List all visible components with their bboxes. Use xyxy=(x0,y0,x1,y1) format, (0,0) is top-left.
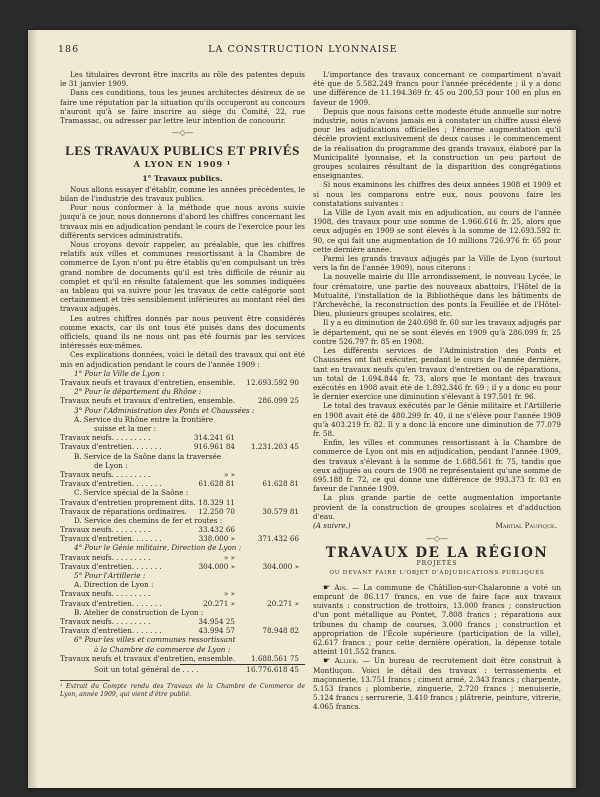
works-table xyxy=(60,369,305,663)
region-entry xyxy=(313,583,561,657)
table-row-subtotal: 916.961 84 xyxy=(193,442,235,452)
table-row-subtotal: 33.432 66 xyxy=(198,525,235,535)
table-row-label: Travaux neufs. . . . . . . . . xyxy=(60,552,151,562)
footnote-rule xyxy=(60,680,110,681)
body-paragraph: La nouvelle mairie du IIIe arrondissement, le nouveau Lycée, le four crématoire, une partie des nouveaux abattoirs, l'Hôtel de la Mutualité, l'installation de la Bibliothèque dans les bâtiments de l'Archevêché, la reconstruction des ponts la Feuillée et de l'Hôtel-Dieu, plusieurs groupes scolaires, etc. xyxy=(313,272,561,319)
table-row xyxy=(60,452,305,461)
page-number: 186 xyxy=(58,44,80,55)
body-paragraph: Les différents services de l'Administration des Ponts et Chaussées ont fait exécuter, pendant le cours de l'année dernière, tant en travaux neufs qu'en travaux d'entretien ou de réparations, un total de 1.694.844 fr. 73, alors que le montant des travaux exécutés en 1908 avait été de 1.892.346 fr. 69 ; il y a donc eu pour le dernier exercice une diminution s'élevant à 197.501 fr. 96. xyxy=(313,346,561,402)
table-row xyxy=(60,488,305,497)
table-row xyxy=(60,571,305,580)
table-row-subtotal: 43.994 57 xyxy=(198,626,235,636)
total-value: 16.776.618 45 xyxy=(246,664,299,674)
table-row xyxy=(60,378,305,387)
table-row-subtotal: » » xyxy=(223,552,235,562)
table-row xyxy=(60,589,305,598)
table-row-label: Travaux d'entretien. . . . . . . xyxy=(60,442,162,452)
table-row-label: B. Atelier de construction de Lyon : xyxy=(74,607,204,617)
body-paragraph: La plus grande partie de cette augmentation importante provient de la construction de groupes scolaires et d'adduction d'eau. xyxy=(313,493,561,521)
table-row-subtotal: 20.271 » xyxy=(203,598,235,608)
table-row xyxy=(60,406,305,415)
table-row-label: à la Chambre de commerce de Lyon : xyxy=(94,644,231,654)
table-row-label: Travaux de réparations ordinaires. xyxy=(60,506,187,516)
region-entry-text: — Un bureau de recrutement doit être construit à Montluçon. Voici le détail des travaux : terrassements et maçonnerie, 13.751 francs ; ciment armé, 2.343 francs ; charpente, 5.153 francs ; plomberie, zinguerie, 2.720 francs ; menuiserie, 5.124 francs ; serrurerie, 3.410 francs ; plâtrerie, peinture, vitrerie, 4.065 francs. xyxy=(313,656,561,712)
page-edge-shadow xyxy=(570,30,576,788)
table-row-total: 286.099 25 xyxy=(257,396,299,406)
table-row xyxy=(60,433,305,442)
table-row-subtotal: 12.250 70 xyxy=(198,506,235,516)
table-row xyxy=(60,369,305,378)
table-row xyxy=(60,470,305,479)
table-row-label: Travaux d'entretien. . . . . . . xyxy=(60,598,162,608)
table-row-label: Travaux d'entretien. . . . . . . xyxy=(60,479,162,489)
table-row-total: 371.432 66 xyxy=(257,534,299,544)
table-row-label: 4° Pour le Génie militaire, Direction de Lyon : xyxy=(74,543,242,553)
table-row-total: 1.231.203 45 xyxy=(250,442,299,452)
body-paragraph: Si nous examinons les chiffres des deux années 1908 et 1909 et si nous les comparons entre eux, nous pouvons faire les constatations suivantes : xyxy=(313,180,561,208)
table-row xyxy=(60,608,305,617)
table-row-label: A. Direction de Lyon : xyxy=(74,580,154,590)
table-row-label: Travaux neufs. . . . . . . . . xyxy=(60,616,151,626)
table-row-label: Travaux neufs. . . . . . . . . xyxy=(60,469,151,479)
region-title: TRAVAUX DE LA RÉGION xyxy=(325,545,549,562)
total-row xyxy=(60,665,305,674)
table-row-label: Travaux neufs et travaux d'entretien, ensemble. xyxy=(60,396,236,406)
table-row-total: 61.628 81 xyxy=(262,479,299,489)
body-paragraph: Nous croyons devoir rappeler, au préalable, que les chiffres relatifs aux villes et communes ressortissant à la Chambre de commerce de Lyon n'ont pu être établis qu'en compulsant un très grand nombre de documents qu'il est très difficile de réunir au complet et qu'il en résulte fatalement que les sommes indiquées au tableau qui va suivre pour les travaux de cette catégorie sont certainement et très sensiblement inférieures au montant réel des travaux adjugés. xyxy=(60,240,305,314)
table-row xyxy=(60,516,305,525)
table-row xyxy=(60,626,305,635)
region-entry-lead: Ain. xyxy=(334,582,349,592)
table-row xyxy=(60,654,305,663)
body-paragraph: Enfin, les villes et communes ressortissant à la Chambre de commerce de Lyon ont mis en adjudication, pendant l'année 1909, des travaux s'élevant à la somme de 1.688.561 fr. 75, tandis que ceux adjugés au cours de 1908 ne représentaient qu'une somme de 695.188 fr. 72, ce qui donne une différence de 993.373 fr. 03 en faveur de l'année 1909. xyxy=(313,438,561,494)
table-row xyxy=(60,479,305,488)
table-row xyxy=(60,461,305,470)
region-entry-lead: Allier. xyxy=(334,656,359,666)
article-subtitle: A LYON EN 1909 ¹ xyxy=(133,159,232,170)
body-paragraph: Nous allons essayer d'établir, comme les années précédentes, le bilan de l'industrie des travaux publics. xyxy=(60,184,305,204)
table-row-label: Travaux neufs et travaux d'entretien, ensemble. xyxy=(60,378,236,388)
region-subtitle-2: OU DEVANT FAIRE L'OBJET D'ADJUDICATIONS PUBLIQUES xyxy=(329,569,545,576)
body-paragraph: L'importance des travaux concernant ce compartiment n'avait été que de 5.582.249 francs pour l'année précédente ; il y a donc une différence de 11.194.369 fr. 45 ou 200,53 pour 100 en plus en faveur de 1909. xyxy=(313,70,561,107)
table-row xyxy=(60,580,305,589)
ornament-divider: —◇— xyxy=(171,128,194,138)
table-row-total: 12.693.592 90 xyxy=(246,378,299,388)
pointing-hand-icon: ☛ xyxy=(323,582,335,592)
table-row-subtotal: 61.628 81 xyxy=(198,479,235,489)
table-row-label: A. Service du Rhône entre la frontière xyxy=(74,414,214,424)
section-title: 1° Travaux publics. xyxy=(142,173,223,183)
table-row-label: D. Service des chemins de fer et routes : xyxy=(74,515,223,525)
signoff xyxy=(313,521,561,531)
table-row xyxy=(60,617,305,626)
table-row xyxy=(60,424,305,433)
table-row-subtotal: 304.000 » xyxy=(198,561,235,571)
left-column xyxy=(60,70,305,699)
table-row xyxy=(60,635,305,644)
journal-title: LA CONSTRUCTION LYONNAISE xyxy=(208,44,398,55)
total-label: Soit un total général de . . . . xyxy=(94,664,199,674)
table-row-total: 30.579 81 xyxy=(262,506,299,516)
table-row-label: Travaux neufs. . . . . . . . . xyxy=(60,433,151,443)
running-header xyxy=(58,44,548,58)
table-row xyxy=(60,543,305,552)
table-row-label: de Lyon : xyxy=(94,460,128,470)
table-row-label: 1° Pour la Ville de Lyon : xyxy=(74,368,165,378)
table-row-subtotal: 18.329 11 xyxy=(198,497,235,507)
table-row-subtotal: 338.000 » xyxy=(198,534,235,544)
table-row-label: Travaux d'entretien proprement dits. xyxy=(60,497,196,507)
table-row-label: Travaux d'entretien. . . . . . . xyxy=(60,626,162,636)
table-row xyxy=(60,396,305,405)
table-row-label: Travaux neufs et travaux d'entretien, ensemble. xyxy=(60,653,236,663)
table-row xyxy=(60,525,305,534)
to-be-continued: (A suivre.) xyxy=(313,520,351,530)
table-row-label: Travaux d'entretien. . . . . . . xyxy=(60,534,162,544)
pointing-hand-icon: ☛ xyxy=(323,656,335,666)
table-row xyxy=(60,387,305,396)
table-row-subtotal: 314.241 61 xyxy=(193,433,235,443)
table-row xyxy=(60,645,305,654)
table-row xyxy=(60,498,305,507)
table-row-subtotal: » » xyxy=(223,589,235,599)
table-row-label: 6° Pour les villes et communes ressortissant xyxy=(74,635,236,645)
body-paragraph: Pour nous conformer à la méthode que nous avons suivie jusqu'à ce jour, nous donnerons d'abord les chiffres concernant les travaux mis en adjudication pendant le cours de l'exercice pour les différents services administratifs. xyxy=(60,203,305,240)
table-row-label: B. Service de la Saône dans la traversée xyxy=(74,451,222,461)
region-subtitle: PROJETÉS xyxy=(416,560,458,568)
footnote: ¹ Extrait du Compte rendu des Travaux de la Chambre de Commerce de Lyon, année 1909, qui vient d'être publié. xyxy=(60,683,305,698)
table-row-label: 2° Pour le département du Rhône : xyxy=(74,387,202,397)
table-row-label: Travaux neufs. . . . . . . . . xyxy=(60,589,151,599)
body-paragraph: Il y a eu diminution de 240.698 fr. 60 sur les travaux adjugés par le département, qui ne se sont élevés en 1909 qu'à 286.099 fr. 25 contre 526.797 fr. 85 en 1908. xyxy=(313,318,561,346)
table-row-subtotal: 34.954 25 xyxy=(198,616,235,626)
body-paragraph: Parmi les grands travaux adjugés par la Ville de Lyon (surtout vers la fin de l'année 1909), nous citerons : xyxy=(313,254,561,273)
table-row xyxy=(60,507,305,516)
newspaper-page xyxy=(28,30,576,788)
table-row-subtotal: » » xyxy=(223,469,235,479)
author-name: Martial Paufique. xyxy=(495,520,557,530)
table-row xyxy=(60,415,305,424)
right-column xyxy=(313,70,561,712)
table-row-total: 1.688.561 75 xyxy=(250,653,299,663)
table-row xyxy=(60,442,305,451)
region-entry-text: — La commune de Châtillon-sur-Chalaronne a voté un emprunt de 86.117 francs, en vue de faire face aux travaux suivants : construction de trottoirs, 13.000 francs ; construction d'un pont métallique au Pontet, 7.808 francs ; réparations aux tribunes du champ de courses, 3.000 francs ; construction et appropriation de l'École supérieure (participation de la ville), 62.617 francs ; pour cette dernière opération, la dépense totale atteint 101.552 francs. xyxy=(313,582,562,657)
table-row-total: 304.000 » xyxy=(262,561,299,571)
table-row xyxy=(60,534,305,543)
ornament-divider: —◇— xyxy=(425,533,449,543)
table-row-label: 3° Pour l'Administration des Ponts et Chaussées : xyxy=(74,405,255,415)
region-entry xyxy=(313,656,561,711)
table-row-label: Travaux neufs. . . . . . . . . xyxy=(60,525,151,535)
table-row xyxy=(60,553,305,562)
body-paragraph: Ces explications données, voici le détail des travaux qui ont été mis en adjudication pendant le cours de l'année 1909 : xyxy=(60,350,305,369)
intro-paragraph: Dans ces conditions, tous les jeunes architectes désireux de se faire une réputation par la situation qu'ils occuperont au concours n'auront qu'à se faire inscrire au siège du Comité, 22, rue Tramassac, ou adresser par lettre leur intention de concourir. xyxy=(60,88,305,126)
table-row-total: 78.948 82 xyxy=(262,626,299,636)
table-row-label: Travaux d'entretien. . . . . . . xyxy=(60,561,162,571)
body-paragraph: Depuis que nous faisons cette modeste étude annuelle sur notre industrie, nous n'avons jamais eu à constater un chiffre aussi élevé pour les adjudications officielles ; l'énorme augmentation qu'il décèle provient exclusivement de deux causes : le commencement de la réalisation du programme des grands travaux, élaboré par la Municipalité lyonnaise, et la construction un peu partout de groupes scolaires résultant de la disparition des congrégations enseignantes. xyxy=(313,106,561,181)
body-paragraph: Les autres chiffres donnés par nous peuvent être considérés comme exacts, car ils ont tous été puisés dans des documents officiels, quand ils ne nous ont pas été fournis par les services intéressés eux-mêmes. xyxy=(60,313,305,351)
table-row xyxy=(60,562,305,571)
table-row-label: suisse et la mer : xyxy=(94,424,157,434)
intro-paragraph: Les titulaires devront être inscrits au rôle des patentes depuis le 31 janvier 1909. xyxy=(60,70,305,89)
page-binding-shadow xyxy=(28,30,38,788)
article-title: LES TRAVAUX PUBLICS ET PRIVÉS xyxy=(65,143,300,159)
body-paragraph: La Ville de Lyon avait mis en adjudication, au cours de l'année 1908, des travaux pour une somme de 1.966.616 fr. 25, alors que ceux adjugés en 1909 se sont élevés à la somme de 12.693.592 fr. 90, ce qui fait une augmentation de 10 millions 726.976 fr. 65 pour cette dernière année. xyxy=(313,208,561,254)
table-row xyxy=(60,599,305,608)
table-row-label: 5° Pour l'Artillerie : xyxy=(74,571,146,581)
body-paragraph: Le total des travaux exécutés par le Génie militaire et l'Artillerie en 1908 avait été de 480.299 fr. 40, il ne s'élève pour l'année 1909 qu'à 403.219 fr. 82. Il y a donc là encore une diminution de 77.079 fr. 58. xyxy=(313,401,561,438)
table-row-label: C. Service spécial de la Saône : xyxy=(74,488,189,498)
table-row-total: 20.271 » xyxy=(267,598,299,608)
